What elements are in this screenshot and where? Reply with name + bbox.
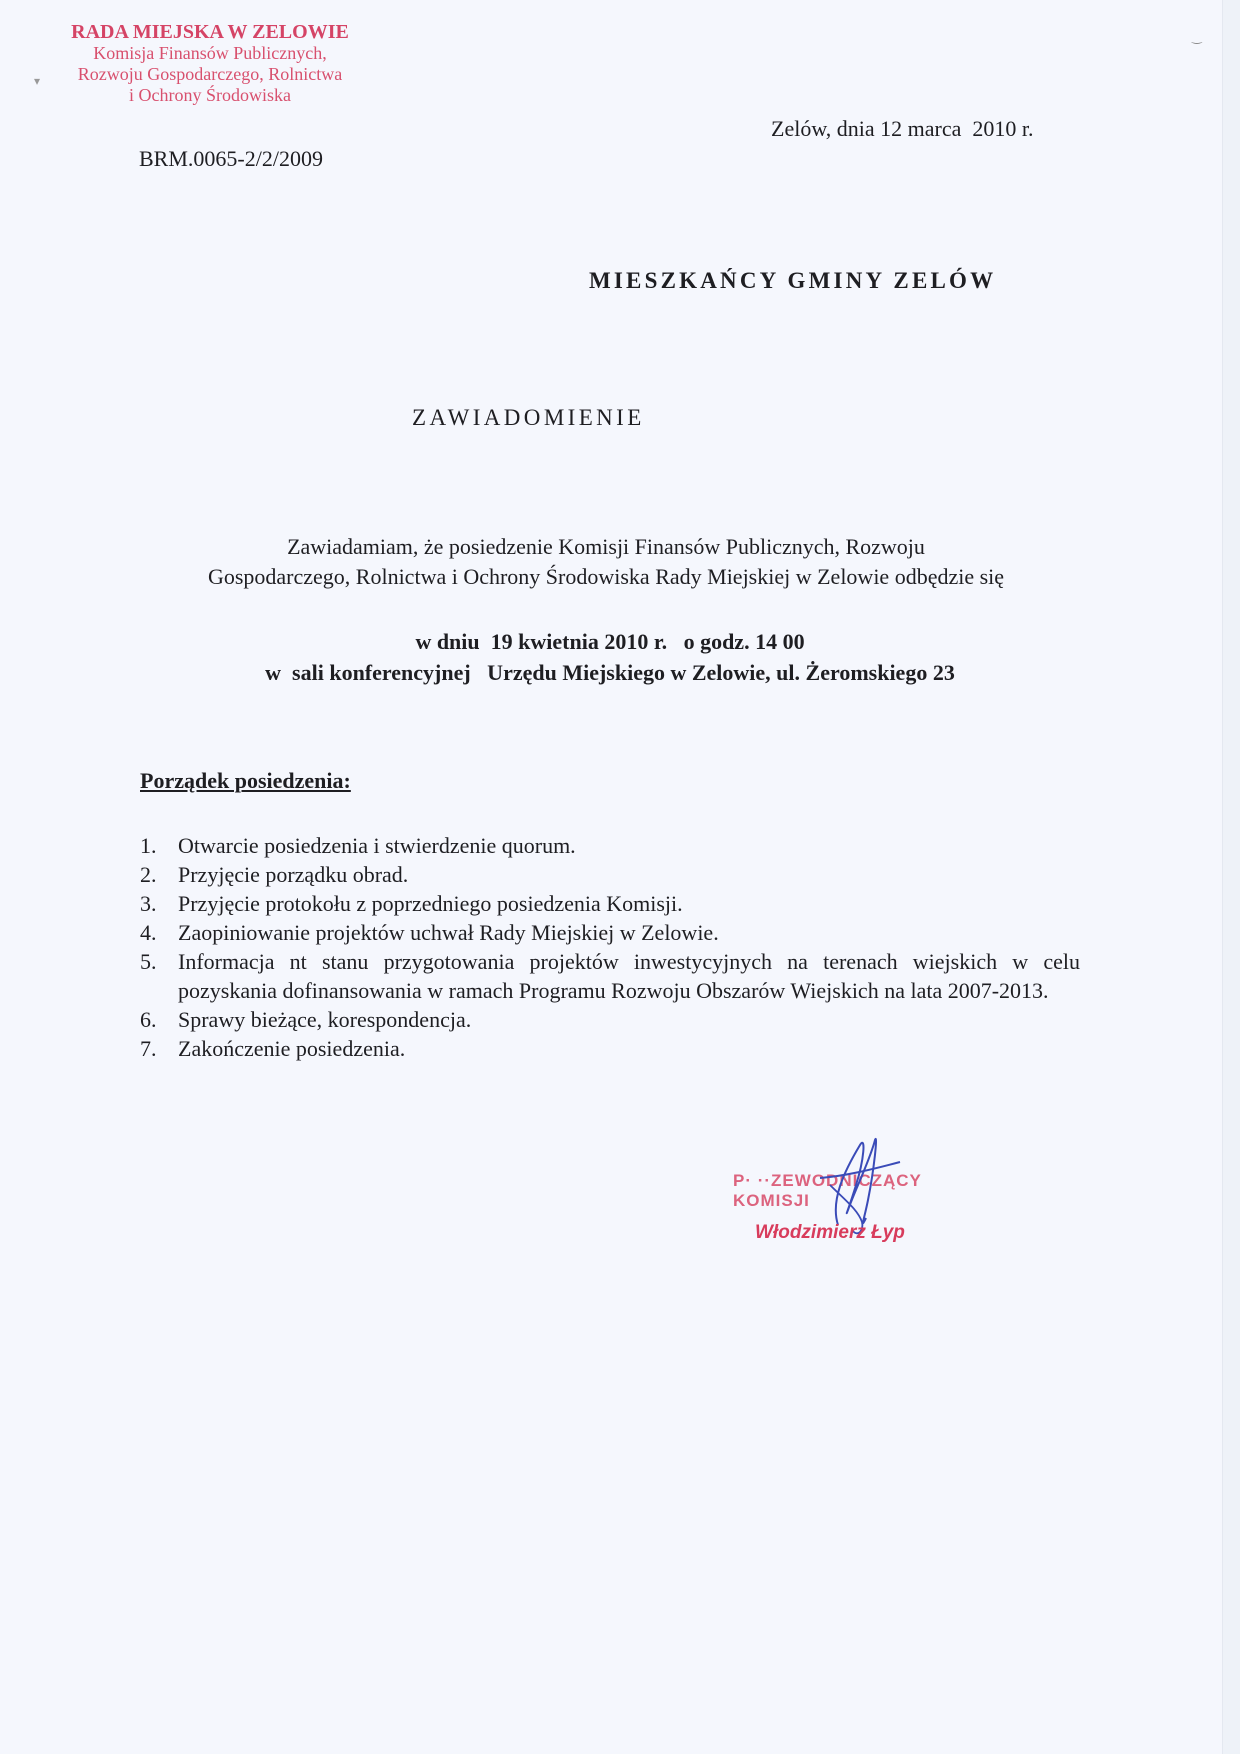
date-line: Zelów, dnia 12 marca 2010 r.	[771, 116, 1034, 141]
meeting-details	[150, 626, 1070, 688]
agenda-item-text: Przyjęcie protokołu z poprzedniego posiedzenia Komisji.	[178, 891, 683, 916]
scan-mark-icon: ‿	[1192, 30, 1202, 44]
agenda-item-number: 6.	[140, 1007, 157, 1032]
agenda-item	[140, 1034, 1080, 1063]
agenda-item	[140, 918, 1080, 947]
agenda-item-number: 5.	[140, 949, 157, 974]
stamp-committee-line-1: Komisja Finansów Publicznych,	[93, 43, 327, 63]
agenda-item-text: Informacja nt stanu przygotowania projektów inwestycyjnych na terenach wiejskich w celu pozyskania dofinansowania w ramach Programu Rozwoju Obszarów Wiejskich na lata 2007-2013.	[178, 949, 1080, 1003]
chairman-stamp: P· ··ZEWODNICZĄCY KOMISJI	[733, 1171, 922, 1210]
addressee: MIESZKAŃCY GMINY ZELÓW	[589, 268, 997, 293]
agenda-item-text: Przyjęcie porządku obrad.	[178, 862, 409, 887]
agenda-item-number: 4.	[140, 920, 157, 945]
agenda-item	[140, 1005, 1080, 1034]
agenda-item	[140, 860, 1080, 889]
stamp-council-name: RADA MIEJSKA W ZELOWIE	[71, 21, 349, 43]
agenda-item-text: Sprawy bieżące, korespondencja.	[178, 1007, 472, 1032]
agenda-item-text: Zakończenie posiedzenia.	[178, 1036, 406, 1061]
signatory-name: Włodzimierz Łyp	[755, 1222, 905, 1243]
agenda-item-text: Otwarcie posiedzenia i stwierdzenie quorum.	[178, 833, 576, 858]
stamp-committee-line-3: i Ochrony Środowiska	[129, 85, 291, 105]
agenda-item-number: 1.	[140, 833, 157, 858]
agenda-item-text: Zaopiniowanie projektów uchwał Rady Miejskiej w Zelowie.	[178, 920, 719, 945]
meeting-date-time: w dniu 19 kwietnia 2010 r. o godz. 14 00	[415, 629, 805, 654]
agenda-list	[140, 831, 1080, 1063]
agenda-item	[140, 889, 1080, 918]
agenda-item-number: 7.	[140, 1036, 157, 1061]
agenda-item	[140, 831, 1080, 860]
intro-paragraph	[136, 532, 1076, 592]
stamp-committee-line-2: Rozwoju Gospodarczego, Rolnictwa	[77, 64, 343, 84]
agenda-title: Porządek posiedzenia:	[140, 768, 351, 793]
meeting-location: w sali konferencyjnej Urzędu Miejskiego w Zelowie, ul. Żeromskiego 23	[265, 660, 955, 685]
agenda-item-number: 2.	[140, 862, 157, 887]
intro-line-2: Gospodarczego, Rolnictwa i Ochrony Środowiska Rady Miejskiej w Zelowie odbędzie się	[207, 564, 1005, 589]
document-title: ZAWIADOMIENIE	[412, 405, 645, 430]
header-stamp	[40, 22, 380, 106]
agenda-item-number: 3.	[140, 891, 157, 916]
reference-number: BRM.0065-2/2/2009	[139, 146, 323, 171]
signature-block	[725, 1130, 975, 1250]
intro-line-1: Zawiadamiam, że posiedzenie Komisji Finansów Publicznych, Rozwoju	[287, 534, 925, 559]
agenda-item	[140, 947, 1080, 1005]
scan-speck-icon: ▾	[34, 74, 41, 88]
scan-edge-strip	[1222, 0, 1240, 1754]
